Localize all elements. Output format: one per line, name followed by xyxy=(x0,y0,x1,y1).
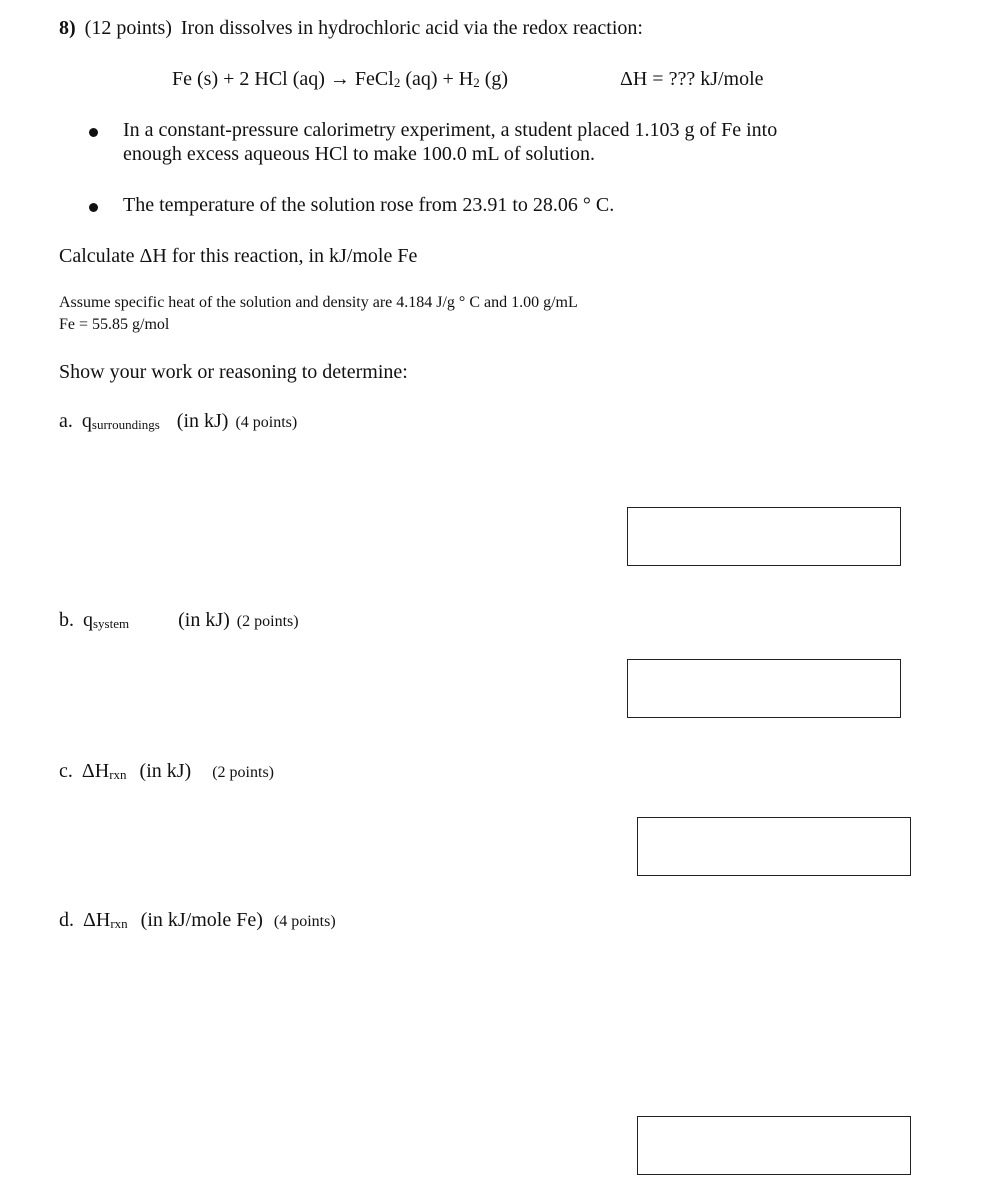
assumptions-line-1: Assume specific heat of the solution and density are 4.184 J/g ° C and 1.00 g/mL xyxy=(59,294,578,311)
question-intro: Iron dissolves in hydrochloric acid via the redox reaction: xyxy=(180,17,643,39)
bullet-1-line-1: In a constant-pressure calorimetry experiment, a student placed 1.103 g of Fe into xyxy=(123,119,778,141)
show-work-instruction: Show your work or reasoning to determine: xyxy=(59,361,408,383)
assumptions-line-2: Fe = 55.85 g/mol xyxy=(59,316,170,333)
reaction-arrow-icon: → xyxy=(329,68,350,90)
equation-reactants: Fe (s) + 2 HCl (aq) xyxy=(172,68,325,90)
answer-box-a[interactable] xyxy=(627,507,901,566)
bullet-dot-icon xyxy=(89,128,98,137)
bullet-1-line-2: enough excess aqueous HCl to make 100.0 mL of solution. xyxy=(123,143,595,165)
answer-box-d[interactable] xyxy=(637,1116,911,1175)
calculate-instruction: Calculate ΔH for this reaction, in kJ/mole Fe xyxy=(59,245,418,267)
part-b-label: b. qsystem (in kJ) (2 points) xyxy=(59,609,299,631)
question-header xyxy=(59,17,643,40)
question-points: (12 points) xyxy=(84,17,172,39)
part-c-label: c. ΔHrxn (in kJ) (2 points) xyxy=(59,760,274,782)
reaction-equation xyxy=(172,68,508,91)
part-a-label: a. qsurroundings (in kJ) (4 points) xyxy=(59,410,298,432)
answer-box-b[interactable] xyxy=(627,659,901,718)
delta-h-value: ΔH = ??? kJ/mole xyxy=(620,68,764,90)
equation-products: FeCl$_2$ $(aq) + H_2$ (g) xyxy=(354,68,509,90)
question-number: 8) xyxy=(59,17,76,39)
bullet-2-line-1: The temperature of the solution rose from 23.91 to 28.06 ° C. xyxy=(123,194,615,216)
bullet-dot-icon xyxy=(89,203,98,212)
part-d-label: d. ΔHrxn (in kJ/mole Fe) (4 points) xyxy=(59,909,336,931)
answer-box-c[interactable] xyxy=(637,817,911,876)
